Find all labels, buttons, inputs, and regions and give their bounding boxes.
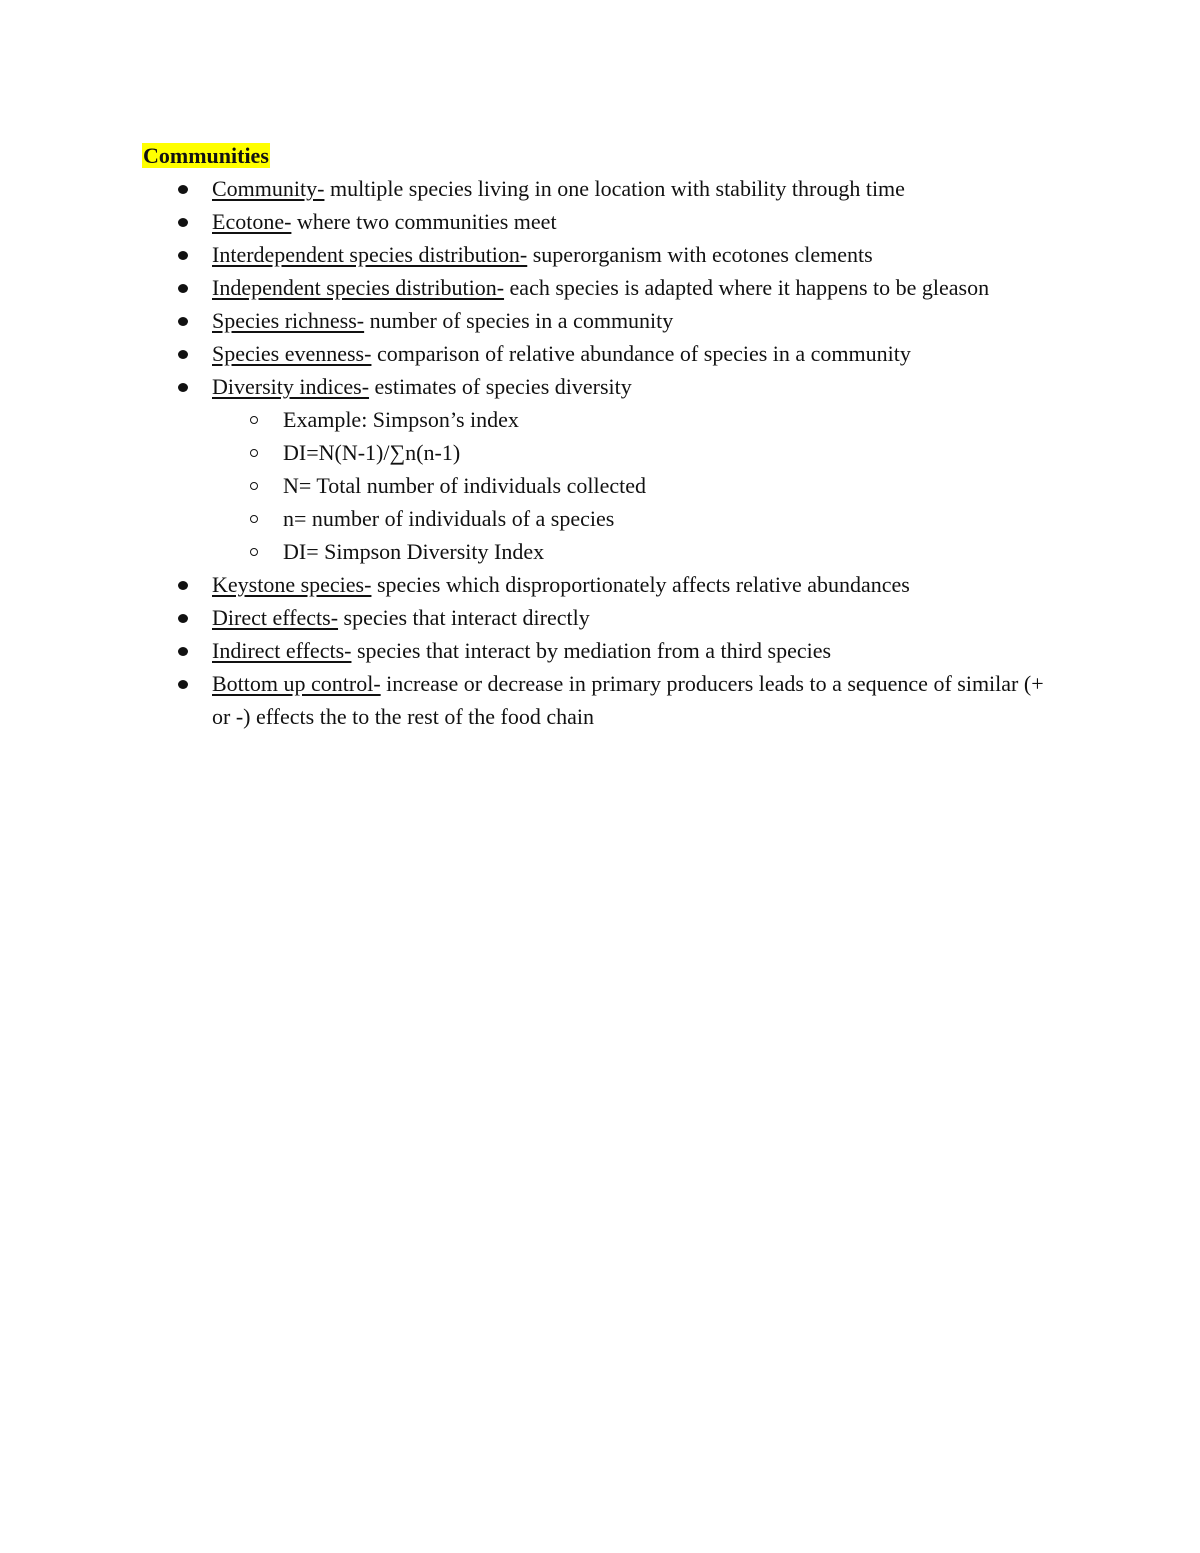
sub-item-text: n= number of individuals of a species xyxy=(283,506,615,531)
definition-text: where two communities meet xyxy=(291,209,557,234)
hollow-bullet-icon xyxy=(250,449,258,457)
list-item-independent xyxy=(0,271,1200,304)
list-item-richness xyxy=(0,304,1200,337)
bullet-icon xyxy=(178,350,188,359)
sub-item-text: Example: Simpson’s index xyxy=(283,407,519,432)
list-item-keystone xyxy=(0,568,1200,601)
section-heading xyxy=(142,142,270,170)
bullet-icon xyxy=(178,680,188,689)
term-label: Species evenness- xyxy=(212,341,372,366)
sub-item-text: DI= Simpson Diversity Index xyxy=(283,539,545,564)
term-label: Direct effects- xyxy=(212,605,339,630)
heading-text: Communities xyxy=(143,143,269,168)
list-item-bottom-up xyxy=(0,667,1200,733)
list-item-evenness xyxy=(0,337,1200,370)
list-item-ecotone xyxy=(0,205,1200,238)
sub-item-total xyxy=(0,469,1200,502)
term-label: Independent species distribution- xyxy=(212,275,505,300)
bullet-icon xyxy=(178,317,188,326)
list-item-community xyxy=(0,172,1200,205)
definition-text: species that interact directly xyxy=(338,605,590,630)
bullet-icon xyxy=(178,581,188,590)
definition-text: estimates of species diversity xyxy=(369,374,632,399)
list-item-indirect-effects xyxy=(0,634,1200,667)
definition-list xyxy=(0,172,1200,733)
term-label: Species richness- xyxy=(212,308,365,333)
definition-text: comparison of relative abundance of species in a community xyxy=(371,341,911,366)
list-item-interdependent xyxy=(0,238,1200,271)
list-item-diversity xyxy=(0,370,1200,403)
sub-item-example xyxy=(0,403,1200,436)
definition-text: increase or decrease in primary producers leads to a sequence of similar (+ or -) effects the to the rest of the food chain xyxy=(212,671,1044,729)
sub-item-formula xyxy=(0,436,1200,469)
bullet-icon xyxy=(178,251,188,260)
bullet-icon xyxy=(178,383,188,392)
hollow-bullet-icon xyxy=(250,482,258,490)
sub-item-species-count xyxy=(0,502,1200,535)
bullet-icon xyxy=(178,614,188,623)
bullet-icon xyxy=(178,218,188,227)
definition-text: superorganism with ecotones clements xyxy=(527,242,873,267)
definition-text: each species is adapted where it happens to be gleason xyxy=(504,275,990,300)
sub-item-text: DI=N(N-1)/∑n(n-1) xyxy=(283,440,461,465)
sub-item-text: N= Total number of individuals collected xyxy=(283,473,646,498)
term-label: Diversity indices- xyxy=(212,374,370,399)
definition-text: number of species in a community xyxy=(364,308,674,333)
hollow-bullet-icon xyxy=(250,515,258,523)
list-item-direct-effects xyxy=(0,601,1200,634)
bullet-icon xyxy=(178,647,188,656)
bullet-icon xyxy=(178,185,188,194)
definition-text: species which disproportionately affects relative abundances xyxy=(371,572,910,597)
definition-text: multiple species living in one location with stability through time xyxy=(324,176,905,201)
term-label: Interdependent species distribution- xyxy=(212,242,528,267)
hollow-bullet-icon xyxy=(250,548,258,556)
sub-item-di xyxy=(0,535,1200,568)
term-label: Indirect effects- xyxy=(212,638,352,663)
term-label: Ecotone- xyxy=(212,209,292,234)
definition-text: species that interact by mediation from a third species xyxy=(351,638,832,663)
bullet-icon xyxy=(178,284,188,293)
hollow-bullet-icon xyxy=(250,416,258,424)
term-label: Keystone species- xyxy=(212,572,372,597)
term-label: Community- xyxy=(212,176,325,201)
term-label: Bottom up control- xyxy=(212,671,381,696)
